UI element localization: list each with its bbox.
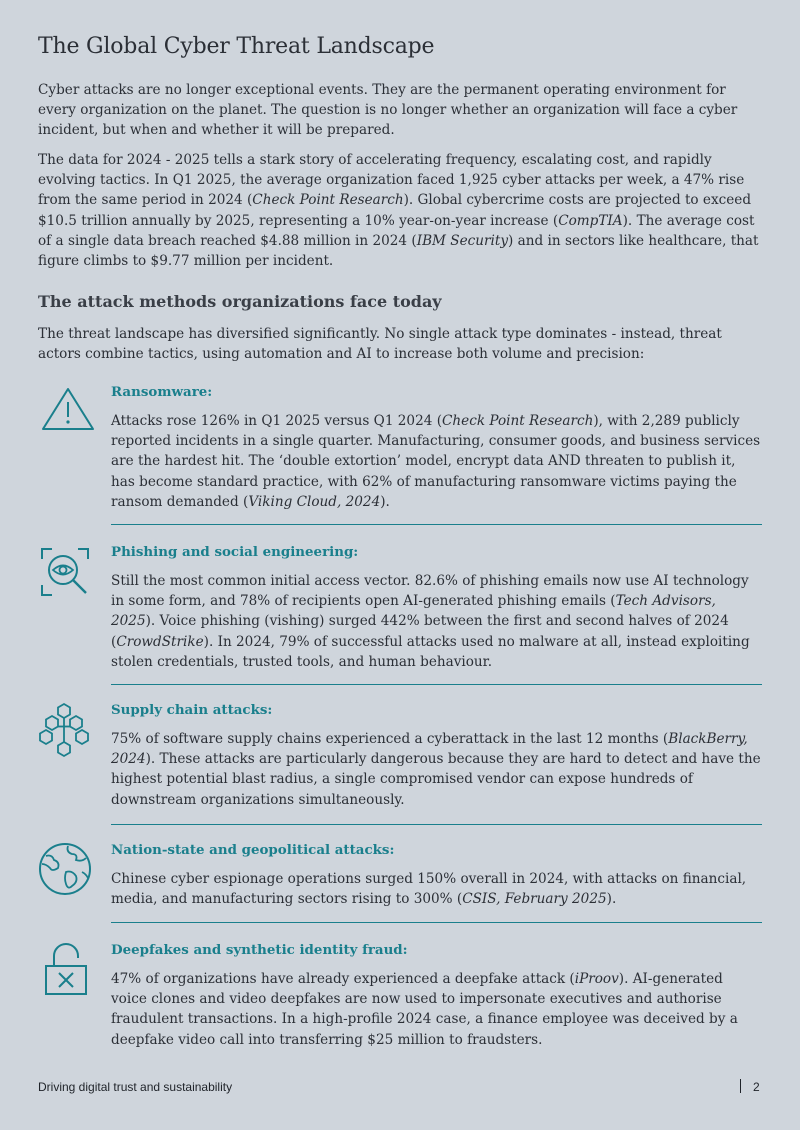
citation-source: Check Point Research <box>442 413 594 429</box>
text-run: Attacks rose 126% in Q1 2025 versus Q1 2024 ( <box>111 413 443 429</box>
warning-triangle-icon <box>40 384 96 440</box>
divider <box>111 684 762 685</box>
unlocked-padlock-icon <box>40 942 96 998</box>
section-intro: The threat landscape has diversified significantly. No single attack type dominates - instead, threat actors combine tactics, using automation and AI to increase both volume and precision: <box>38 326 722 363</box>
page-number: 2 <box>753 1080 760 1094</box>
citation-source: IBM Security <box>416 232 509 249</box>
text-run: ). The average cost of a single data breach reached $4.88 million in 2024 ( <box>38 212 755 249</box>
page-title: The Global Cyber Threat Landscape <box>38 34 435 59</box>
threat-description <box>111 969 762 1050</box>
text-run: The data for 2024 - 2025 tells a stark story of accelerating frequency, escalating cost, and rapidly evolving tactics. In Q1 2025, the average organization faced 1,925 cyber attacks per week, a 47% rise from the same period in 2024 ( <box>38 152 745 209</box>
footer-tagline: Driving digital trust and sustainability <box>38 1080 233 1094</box>
threat-description <box>111 729 762 810</box>
citation-source: BlackBerry, 2024 <box>111 731 748 768</box>
text-run: ). <box>380 493 390 510</box>
threat-description <box>111 411 762 512</box>
text-run: ). These attacks are particularly dangerous because they are hard to detect and have the highest potential blast radius, a single compromised vendor can expose hundreds of downstream organizations simultaneously. <box>111 751 761 808</box>
text-run: 75% of software supply chains experienced a cyberattack in the last 12 months ( <box>111 731 669 747</box>
threat-title: Deepfakes and synthetic identity fraud: <box>111 942 408 958</box>
citation-source: iProov <box>574 971 619 987</box>
text-run: 47% of organizations have already experienced a deepfake attack ( <box>111 971 575 987</box>
text-run: ), with 2,289 publicly reported incidents in a single quarter. Manufacturing, consumer goods, and business services are the hardest hit. The ‘double extortion’ model, encrypt data AND threaten to publish it, has become standard practice, with 62% of manufacturing ransomware victims paying the ransom demanded ( <box>111 413 761 510</box>
text-run: Chinese cyber espionage operations surged 150% overall in 2024, with attacks on financial, media, and manufacturing sectors rising to 300% ( <box>111 871 747 908</box>
text-run: Still the most common initial access vector. 82.6% of phishing emails now use AI technology in some form, and 78% of recipients open AI-generated phishing emails ( <box>111 573 749 610</box>
text-run: ). Voice phishing (vishing) surged 442% between the first and second halves of 2024 ( <box>111 613 729 650</box>
divider <box>111 824 762 825</box>
citation-source: CrowdStrike <box>116 633 204 650</box>
citation-source: Tech Advisors, 2025 <box>111 593 716 630</box>
section-heading: The attack methods organizations face today <box>38 292 442 311</box>
citation-source: CompTIA <box>558 212 623 229</box>
text-run: ). Global cybercrime costs are projected to exceed $10.5 trillion annually by 2025, representing a 10% year-on-year increase ( <box>38 192 752 229</box>
text-run: ). In 2024, 79% of successful attacks used no malware at all, instead exploiting stolen credentials, trusted tools, and human behaviour. <box>111 633 750 670</box>
hexagon-network-icon <box>38 702 94 758</box>
threat-description <box>111 869 762 909</box>
citation-source: CSIS, February 2025 <box>462 891 607 908</box>
divider <box>111 524 762 525</box>
intro-paragraph-2 <box>38 150 762 271</box>
eye-magnifier-icon <box>38 545 94 601</box>
citation-source: Check Point Research <box>252 192 404 209</box>
text-run: ). AI-generated voice clones and video deepfakes are now used to impersonate executives and authorise fraudulent transactions. In a high-profile 2024 case, a finance employee was deceived by a deepfake video call into transferring $25 million to fraudsters. <box>111 971 738 1048</box>
threat-title: Phishing and social engineering: <box>111 544 359 560</box>
threat-description <box>111 571 762 672</box>
text-run: ). <box>606 891 617 908</box>
globe-icon <box>38 842 94 898</box>
footer-separator <box>740 1079 741 1093</box>
citation-source: Viking Cloud, 2024 <box>248 493 381 510</box>
threat-title: Ransomware: <box>111 384 213 400</box>
threat-title: Supply chain attacks: <box>111 702 273 718</box>
text-run: ) and in sectors like healthcare, that figure climbs to $9.77 million per incident. <box>38 232 759 270</box>
intro-paragraph-1: Cyber attacks are no longer exceptional events. They are the permanent operating environment for every organization on the planet. The question is no longer whether an organization will face a cyber incident, but when and whether it will be prepared. <box>38 82 738 139</box>
threat-title: Nation-state and geopolitical attacks: <box>111 842 395 858</box>
divider <box>111 922 762 923</box>
